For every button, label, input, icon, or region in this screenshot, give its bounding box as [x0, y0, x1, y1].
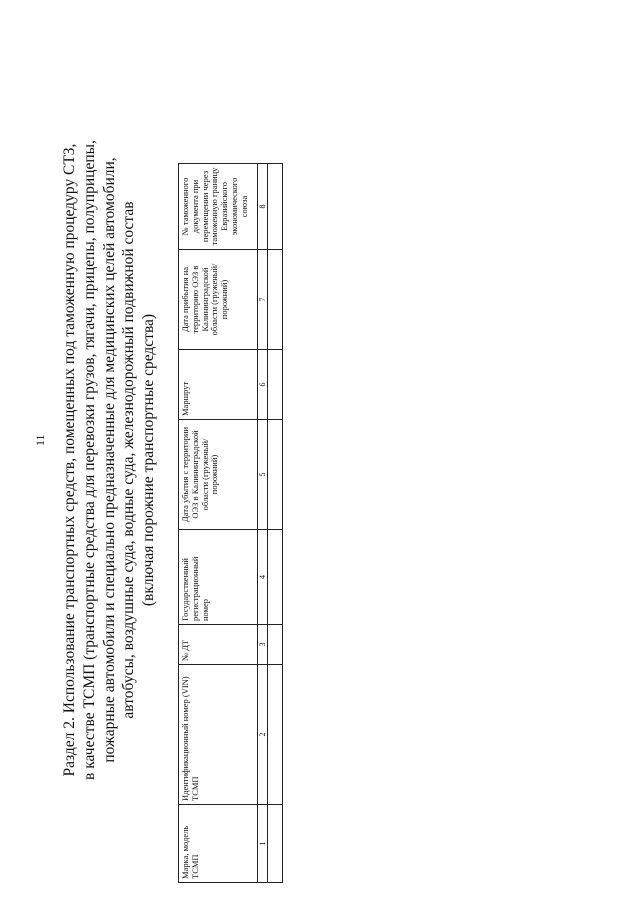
empty-cell	[268, 530, 283, 625]
empty-cell	[268, 805, 283, 883]
heading-line-4: автобусы, воздушные суда, водные суда, железнодорожный подвижной состав	[120, 201, 138, 719]
empty-cell	[268, 420, 283, 530]
column-number: 4	[258, 530, 268, 625]
vehicles-table	[178, 163, 283, 883]
empty-cell	[268, 665, 283, 805]
heading-line-1: Раздел 2. Использование транспортных средств, помещенных под таможенную процедуру СТЗ,	[61, 143, 78, 777]
section-heading	[60, 20, 159, 900]
header-cell: Идентификационный номер (VIN) ТСМП	[179, 665, 258, 805]
header-cell: № ДТ	[179, 625, 258, 665]
header-cell: Государственный регистрационный номер	[179, 530, 258, 625]
column-number-row	[258, 164, 268, 883]
column-number: 6	[258, 350, 268, 420]
column-number: 5	[258, 420, 268, 530]
empty-cell	[268, 164, 283, 250]
page-number: 11	[33, 434, 47, 446]
heading-line-5: (включая порожние транспортные средства)	[140, 313, 158, 607]
header-cell: № таможенного документа при перемещении через таможенную границу Евразийского экономического союза	[179, 164, 258, 250]
column-number: 7	[258, 250, 268, 350]
column-number: 3	[258, 625, 268, 665]
table-header-row	[179, 164, 258, 883]
empty-cell	[268, 625, 283, 665]
empty-cell	[268, 350, 283, 420]
empty-cell	[268, 250, 283, 350]
rotated-page-content	[60, 20, 300, 900]
column-number: 1	[258, 805, 268, 883]
header-cell: Дата прибытия на территорию ОЭЗ в Калининградской области (груженый/ порожний)	[179, 250, 258, 350]
header-cell: Марка, модель ТСМП	[179, 805, 258, 883]
header-cell: Дата убытия с территории ОЭЗ в Калининградской области (груженый/ порожний)	[179, 420, 258, 530]
header-cell: Маршрут	[179, 350, 258, 420]
heading-line-3: пожарные автомобили и специально предназначенные для медицинских целей автомобили,	[100, 157, 118, 763]
column-number: 2	[258, 665, 268, 805]
column-number: 8	[258, 164, 268, 250]
heading-line-2: в качестве ТСМП (транспортные средства для перевозки грузов, тягачи, прицепы, полуприцепы,	[80, 140, 98, 780]
empty-data-row	[268, 164, 283, 883]
